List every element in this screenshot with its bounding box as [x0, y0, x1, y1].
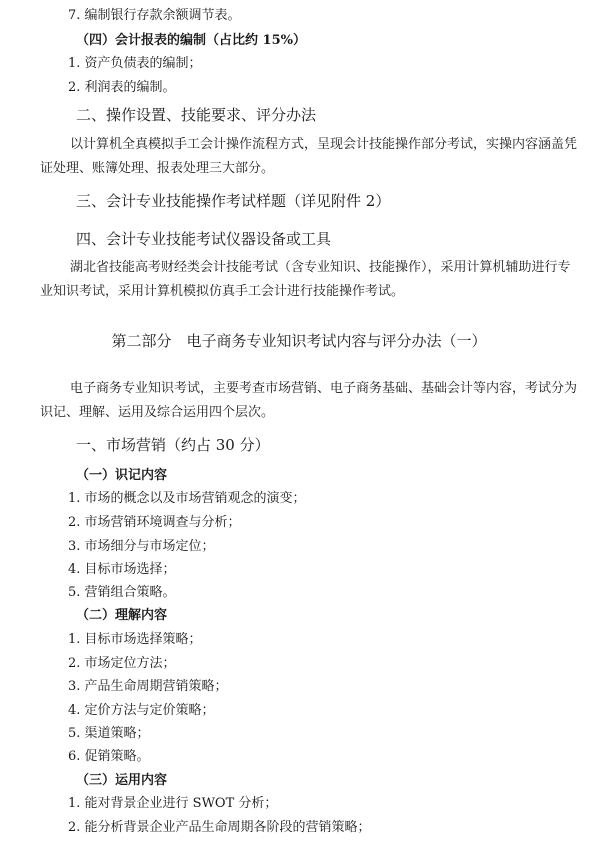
list-item: 2. 市场定位方法； [68, 656, 176, 671]
section-heading: 四、会计专业技能考试仪器设备或工具 [76, 230, 332, 248]
list-item: 2. 能分析背景企业产品生命周期各阶段的营销策略； [68, 820, 371, 835]
list-item: 5. 渠道策略； [68, 726, 150, 741]
list-item: 4. 定价方法与定价策略； [68, 703, 215, 718]
paragraph: 以计算机全真模拟手工会计操作流程方式，呈现会计技能操作部分考试，实操内容涵盖凭证处理、账簿处理、报表处理三大部分。 [40, 137, 578, 176]
paragraph: 湖北省技能高考财经类会计技能考试（含专业知识、技能操作），采用计算机辅助进行专业知识考试，采用计算机模拟仿真手工会计进行技能操作考试。 [40, 260, 571, 299]
list-item: 1. 目标市场选择策略； [68, 632, 202, 647]
section-heading: 二、操作设置、技能要求、评分办法 [76, 106, 317, 124]
list-item: 4. 目标市场选择； [68, 562, 176, 577]
section-heading: （四）会计报表的编制（占比约 15%） [76, 33, 306, 48]
list-item: 3. 市场细分与市场定位； [68, 539, 215, 554]
list-item: 5. 营销组合策略。 [68, 585, 176, 600]
list-item: 6. 促销策略。 [68, 749, 150, 764]
part-title: 第二部分 电子商务专业知识考试内容与评分办法（一） [111, 332, 487, 350]
list-item: 1. 市场的概念以及市场营销观念的演变； [68, 491, 306, 506]
subsection-heading: （二）理解内容 [76, 608, 168, 623]
section-heading: 三、会计专业技能操作考试样题（详见附件 2） [76, 192, 391, 210]
list-item: 2. 利润表的编制。 [68, 80, 176, 95]
paragraph: 电子商务专业知识考试，主要考查市场营销、电子商务基础、基础会计等内容，考试分为识记、理解、运用及综合运用四个层次。 [40, 381, 578, 420]
list-item: 1. 资产负债表的编制； [68, 56, 202, 71]
subsection-heading: （一）识记内容 [76, 468, 168, 483]
list-item: 1. 能对背景企业进行 SWOT 分析； [68, 796, 278, 811]
subsection-heading: （三）运用内容 [76, 773, 168, 788]
list-item: 3. 产品生命周期营销策略； [68, 679, 228, 694]
section-heading: 一、市场营销（约占 30 分） [76, 436, 270, 454]
list-item: 2. 市场营销环境调查与分析； [68, 515, 241, 530]
list-item: 7. 编制银行存款余额调节表。 [68, 8, 241, 23]
